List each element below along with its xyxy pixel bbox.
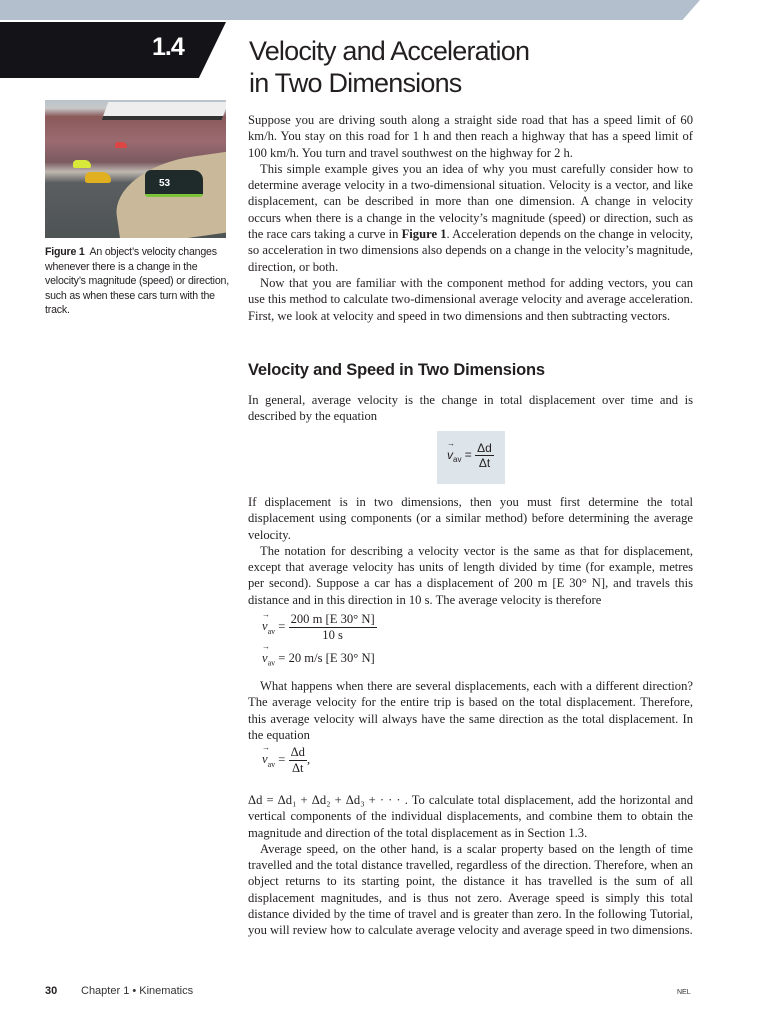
paragraph	[248, 678, 693, 743]
car	[145, 170, 203, 197]
eq-var: → v	[262, 752, 268, 766]
eq-var: → v	[447, 448, 453, 462]
eq-denominator: 10 s	[322, 628, 343, 642]
car	[73, 160, 91, 168]
eq-var: → v	[262, 651, 268, 665]
eq-denominator: Δt	[291, 761, 304, 775]
page-title	[249, 35, 529, 99]
race-cars-photo	[45, 100, 226, 238]
section-number: 1.4	[152, 33, 184, 61]
eq-numerator: Δd	[477, 441, 492, 455]
text: . Acceleration depends on the change in velocity, so acceleration in two dimensions also depends on a change in the velocity’s magnitude, direction, or both.	[248, 227, 694, 274]
eq-sub: av	[267, 759, 276, 769]
paragraph: The notation for describing a velocity vector is the same as that for displacement, except that average velocity has units of length divided by time (for example, metres per second). Suppose a car has a displacement of 200 m [E 30° N], and travels this distance and in this direction in 10 s. The average velocity is therefore	[248, 543, 693, 607]
eq-denominator: Δt	[478, 456, 491, 470]
title-line-2: in Two Dimensions	[249, 68, 462, 98]
eq-sub: av	[453, 455, 462, 465]
section-heading: Velocity and Speed in Two Dimensions	[248, 361, 545, 379]
paragraph: Now that you are familiar with the component method for adding vectors, you can use this method to calculate two-dimensional average velocity and average acceleration. First, we look at velocity and speed in two dimensions and then subtracting vectors.	[248, 275, 693, 323]
eq-sub: av	[267, 658, 276, 668]
car	[85, 172, 111, 183]
equation: → $v_{av}$ = $\frac{200 m [E 30^\circ N]}{10 s}$	[262, 612, 377, 643]
paragraph	[248, 792, 693, 841]
paragraph: Suppose you are driving south along a straight side road that has a speed limit of 60 km/h. You stay on this road for 1 h and then reach a highway that has a speed limit of 100 km/h. You turn and travel southwest on the highway for 2 h.	[248, 113, 693, 160]
eq-numerator: 200 m [E 30° N]	[290, 612, 375, 626]
eq-result: 20 m/s [E 30° N]	[288, 651, 375, 665]
paragraph: In general, average velocity is the change in total displacement over time and is described by the equation	[248, 393, 693, 424]
equation: → $v_{av}$ = $\frac{\Delta d}{\Delta t}$ ,	[262, 745, 310, 776]
text: This simple example gives you an idea of why you must carefully consider how to determine average velocity in a two-dimensional situation. Velocity is a vector, and like displacement, can be described in more than one dimension. A change in velocity occurs when there is a change in the velocity’s magnitude (speed) or direction, such as the race cars taking a curve in	[248, 161, 693, 242]
section-tab	[0, 22, 226, 78]
car-number: 53	[159, 178, 171, 189]
paragraph	[248, 161, 693, 275]
eq-var: → v	[262, 619, 268, 633]
intro-text	[248, 112, 693, 324]
equation: → $v_{av} = 20$ m/s [E 30° N]	[262, 651, 375, 668]
paragraph: Average speed, on the other hand, is a scalar property based on the length of time travelled and the total distance travelled, regardless of the direction. Therefore, when an object returns to its starting point, the distance it has travelled is the sum of all displacement magnitudes, and is thus not zero. Average speed is simply this total distance divided by the time of travel and is greater than zero. In the following Tutorial, you will review how to calculate average velocity and average speed in two dimensions.	[248, 841, 693, 938]
eq-numerator: Δd	[290, 745, 305, 759]
caption-text: An object’s velocity changes whenever there is a change in the velocity’s magnitude (speed) or direction, such as when these cars turn with the track.	[45, 246, 229, 316]
chapter-label: Chapter 1 • Kinematics	[81, 985, 194, 997]
inline-equation: Δd = Δd₁ + Δd₂ + Δd₃ + · · · .	[248, 793, 408, 807]
title-line-1: Velocity and Acceleration	[249, 36, 530, 66]
equation-box	[437, 431, 505, 484]
page-number: 30	[45, 985, 58, 997]
header-band	[0, 0, 700, 20]
text: To calculate total displacement, add the horizontal and vertical components of the individual displacements, and combine them to obtain the magnitude and direction of the total displacement as in Section 1.3.	[248, 793, 693, 840]
car	[115, 142, 127, 148]
text: What happens when there are several displacements, each with a different direction? The average velocity for the entire trip is based on the total displacement. Therefore, this average velocity will always have the same direction as the total displacement. In the equation	[248, 679, 693, 742]
text-block	[248, 494, 693, 608]
figure-label: Figure 1	[45, 246, 85, 258]
figure-caption	[45, 245, 230, 318]
paragraph: If displacement is in two dimensions, then you must first determine the total displacement using components (or a similar method) before determining the average velocity.	[248, 495, 693, 542]
eq-sub: av	[267, 626, 276, 636]
figure-reference[interactable]: Figure 1	[401, 227, 447, 242]
publisher-label: NEL	[677, 989, 691, 996]
equation: → $v_{av}$ = $\frac{\Delta d}{\Delta t}$	[447, 441, 494, 470]
text-block	[248, 792, 693, 939]
grandstand	[102, 102, 226, 120]
